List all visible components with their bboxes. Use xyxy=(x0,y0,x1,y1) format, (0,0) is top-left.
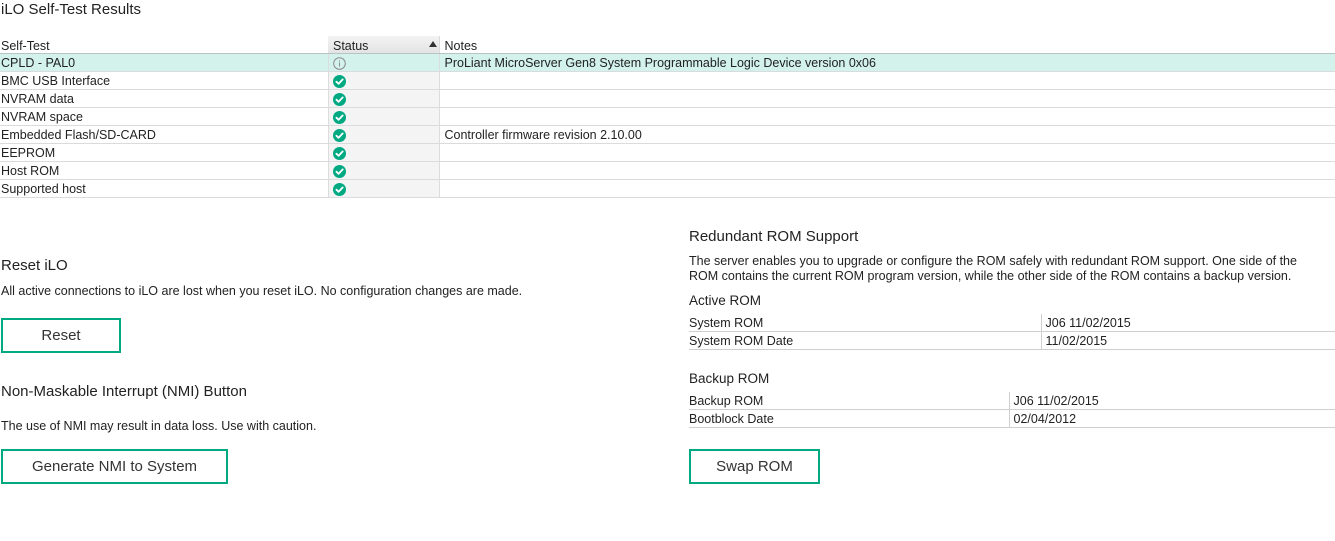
self-test-status-cell xyxy=(328,180,439,198)
table-row[interactable] xyxy=(0,72,1335,90)
rom-value-cell: 02/04/2012 xyxy=(1009,410,1335,428)
active-rom-heading: Active ROM xyxy=(689,293,762,308)
rom-label-cell: Bootblock Date xyxy=(689,410,1009,428)
table-row xyxy=(689,392,1335,410)
self-test-table xyxy=(0,36,1335,198)
sort-ascending-icon xyxy=(429,41,437,47)
status-ok-icon xyxy=(333,165,346,178)
rom-label-cell: System ROM xyxy=(689,314,1041,332)
swap-rom-button[interactable]: Swap ROM xyxy=(689,449,820,484)
column-header-status-label: Status xyxy=(333,39,369,53)
column-header-self-test[interactable]: Self-Test xyxy=(0,36,328,54)
page-title: iLO Self-Test Results xyxy=(1,1,142,18)
status-ok-icon xyxy=(333,147,346,160)
status-ok-icon xyxy=(333,129,346,142)
self-test-status-cell xyxy=(328,144,439,162)
table-row[interactable] xyxy=(0,126,1335,144)
self-test-status-cell xyxy=(328,90,439,108)
self-test-notes-cell xyxy=(439,180,1335,198)
table-row[interactable] xyxy=(0,180,1335,198)
table-row xyxy=(689,410,1335,428)
self-test-notes-cell: Controller firmware revision 2.10.00 xyxy=(439,126,1335,144)
self-test-status-cell xyxy=(328,108,439,126)
self-test-notes-cell xyxy=(439,108,1335,126)
self-test-status-cell xyxy=(328,54,439,72)
nmi-heading: Non-Maskable Interrupt (NMI) Button xyxy=(1,383,247,400)
self-test-notes-cell: ProLiant MicroServer Gen8 System Programmable Logic Device version 0x06 xyxy=(439,54,1335,72)
self-test-name-cell: BMC USB Interface xyxy=(0,72,328,90)
reset-ilo-description: All active connections to iLO are lost when you reset iLO. No configuration changes are made. xyxy=(1,284,523,298)
active-rom-table xyxy=(689,314,1335,350)
status-info-icon xyxy=(333,57,346,70)
rom-value-cell: J06 11/02/2015 xyxy=(1009,392,1335,410)
reset-ilo-heading: Reset iLO xyxy=(1,257,68,274)
self-test-name-cell: NVRAM data xyxy=(0,90,328,108)
rom-value-cell: J06 11/02/2015 xyxy=(1041,314,1335,332)
self-test-notes-cell xyxy=(439,162,1335,180)
redundant-rom-description-line1: The server enables you to upgrade or configure the ROM safely with redundant ROM support. One side of the xyxy=(689,254,1297,268)
self-test-status-cell xyxy=(328,162,439,180)
table-row xyxy=(689,332,1335,350)
self-test-notes-cell xyxy=(439,90,1335,108)
table-row[interactable] xyxy=(0,54,1335,72)
backup-rom-table xyxy=(689,392,1335,428)
self-test-name-cell: EEPROM xyxy=(0,144,328,162)
generate-nmi-button[interactable]: Generate NMI to System xyxy=(1,449,228,484)
self-test-name-cell: Host ROM xyxy=(0,162,328,180)
rom-label-cell: System ROM Date xyxy=(689,332,1041,350)
backup-rom-heading: Backup ROM xyxy=(689,371,770,386)
self-test-name-cell: Embedded Flash/SD-CARD xyxy=(0,126,328,144)
status-ok-icon xyxy=(333,183,346,196)
self-test-notes-cell xyxy=(439,144,1335,162)
self-test-status-cell xyxy=(328,126,439,144)
self-test-name-cell: NVRAM space xyxy=(0,108,328,126)
column-header-status[interactable] xyxy=(328,36,439,54)
reset-button[interactable]: Reset xyxy=(1,318,121,353)
table-row[interactable] xyxy=(0,108,1335,126)
self-test-notes-cell xyxy=(439,72,1335,90)
nmi-description: The use of NMI may result in data loss. Use with caution. xyxy=(1,419,317,433)
rom-value-cell: 11/02/2015 xyxy=(1041,332,1335,350)
self-test-header-row xyxy=(0,36,1335,54)
table-row xyxy=(689,314,1335,332)
status-ok-icon xyxy=(333,75,346,88)
column-header-notes[interactable]: Notes xyxy=(439,36,1335,54)
redundant-rom-heading: Redundant ROM Support xyxy=(689,228,859,245)
status-ok-icon xyxy=(333,111,346,124)
self-test-name-cell: CPLD - PAL0 xyxy=(0,54,328,72)
self-test-status-cell xyxy=(328,72,439,90)
status-ok-icon xyxy=(333,93,346,106)
table-row[interactable] xyxy=(0,162,1335,180)
table-row[interactable] xyxy=(0,144,1335,162)
self-test-name-cell: Supported host xyxy=(0,180,328,198)
table-row[interactable] xyxy=(0,90,1335,108)
rom-label-cell: Backup ROM xyxy=(689,392,1009,410)
redundant-rom-description-line2: ROM contains the current ROM program version, while the other side of the ROM contains a backup version. xyxy=(689,269,1292,283)
